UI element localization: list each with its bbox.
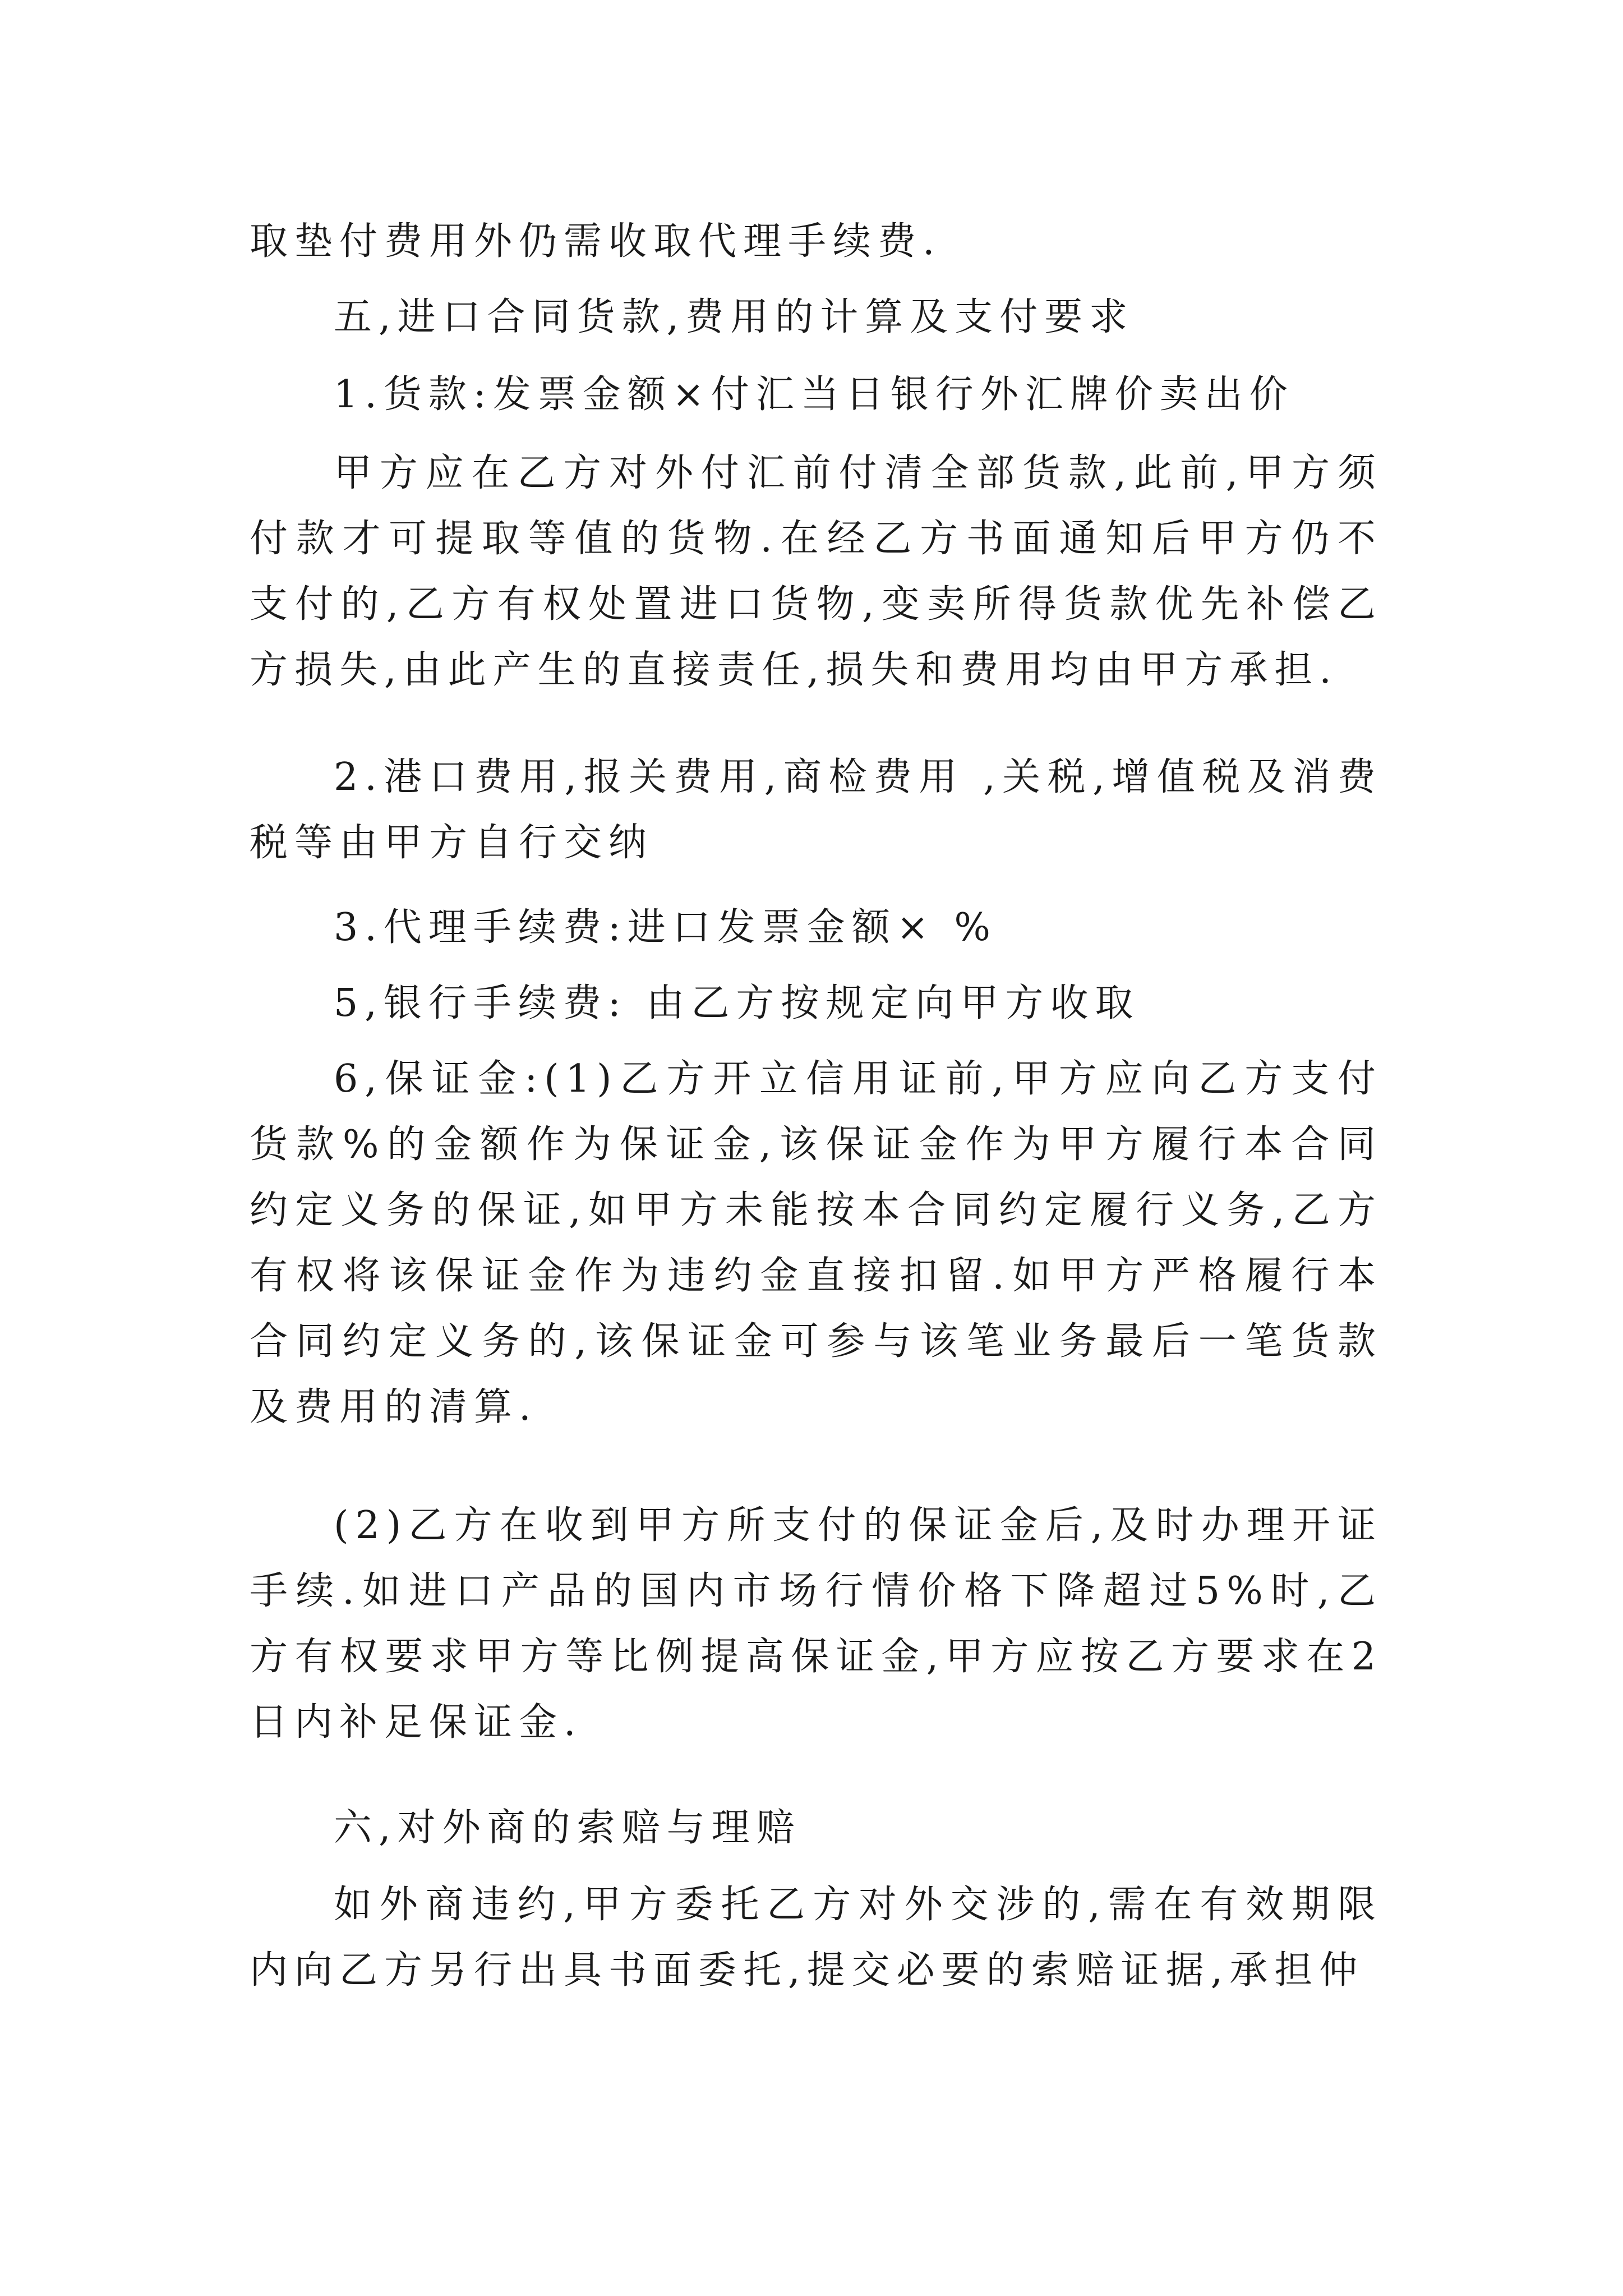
paragraph-deposit-1: 6,保证金:(1)乙方开立信用证前,甲方应向乙方支付货款%的金额作为保证金,该保证金作为甲方履行本合同约定义务的保证,如甲方未能按本合同约定履行义务,乙方有权将该保证金作为违约金直接扣留.如甲方严格履行本合同约定义务的,该保证金可参与该笔业务最后一笔货款及费用的清算. [250, 1057, 1382, 1429]
paragraph-continuation: 取垫付费用外仍需收取代理手续费. [250, 219, 942, 264]
paragraph-payment-goods: 1.货款:发票金额×付汇当日银行外汇牌价卖出价 [334, 372, 1294, 417]
paragraph-bank-fee: 5,银行手续费: 由乙方按规定向甲方收取 [334, 981, 1140, 1025]
paragraph-deposit-2: (2)乙方在收到甲方所支付的保证金后,及时办理开证手续.如进口产品的国内市场行情价格下降超过5%时,乙方有权要求甲方等比例提高保证金,甲方应按乙方要求在2日内补足保证金. [250, 1503, 1382, 1745]
paragraph-port-fees: 2.港口费用,报关费用,商检费用 ,关税,增值税及消费税等由甲方自行交纳 [250, 755, 1382, 865]
section-heading-5: 五,进口合同货款,费用的计算及支付要求 [334, 295, 1135, 339]
paragraph-agency-fee: 3.代理手续费:进口发票金额× % [334, 905, 997, 950]
paragraph-claims: 如外商违约,甲方委托乙方对外交涉的,需在有效期限内向乙方另行出具书面委托,提交必要的索赔证据,承担仲 [250, 1883, 1382, 1993]
section-heading-6: 六,对外商的索赔与理赔 [334, 1806, 801, 1850]
paragraph-payment-terms: 甲方应在乙方对外付汇前付清全部货款,此前,甲方须付款才可提取等值的货物.在经乙方书面通知后甲方仍不支付的,乙方有权处置进口货物,变卖所得货款优先补偿乙方损失,由此产生的直接责任,损失和费用均由甲方承担. [250, 451, 1382, 692]
